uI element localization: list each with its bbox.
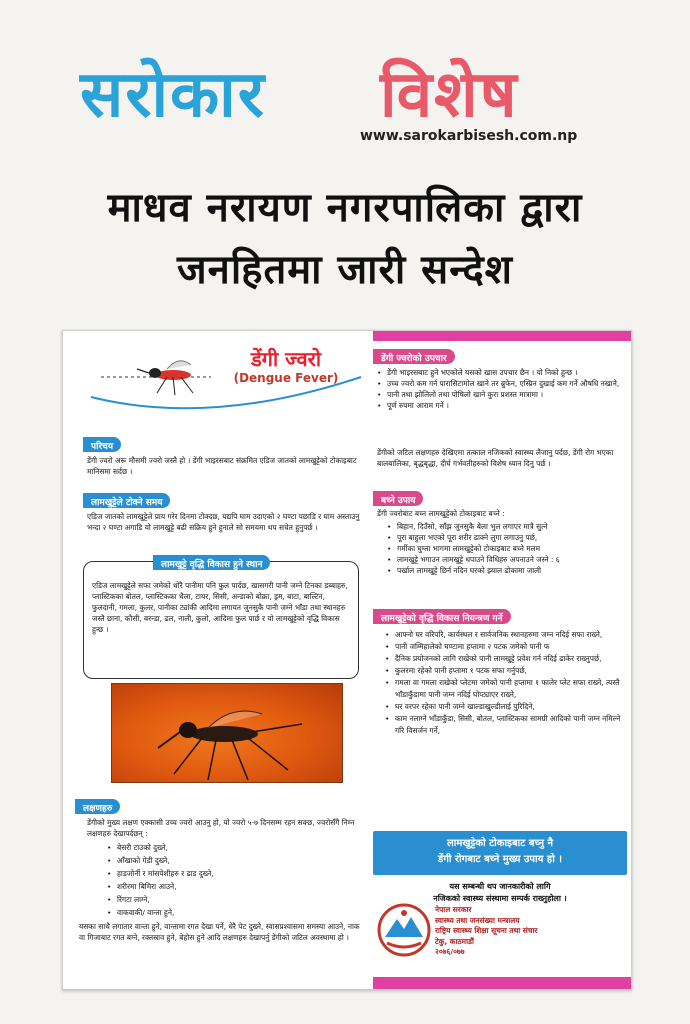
brand-name-left: सरोकार [80,58,266,132]
control-item: • घर वरपर रहेका पानी जम्ने खाल्डाखुल्डीलाई पुरिदिने, [385,701,627,713]
mosquito-photo-icon [112,684,344,784]
symptom-item: • वाकवाकी/ वान्ता हुने, [107,906,357,919]
control-item: • पानी जम्मिहालेको घण्टामा हप्तामा २ पटक जमेको पानी फ [385,641,627,653]
prevention-list [387,521,627,576]
mosquito-icon [101,355,221,395]
symptom-item: • आँखाको गेडी दुख्ने, [107,854,357,867]
symptom-item: • हाड़जोर्नी र मांसपेशीहरु र ढाड दुख्ने, [107,867,357,880]
poster-subtitle: (Dengue Fever) [233,371,339,385]
control-item: • आफ्नो घर वरिपरि, कार्यस्थल र सार्वजनिक स्थानहरुमा जम्न नदिई सफा राख्ने, [385,629,627,641]
authority-line-5: २०७६/०७७ [435,947,465,956]
breeding-text: एडिज लामखुट्टेले सफा जमेको थोरै पानीमा पनि फुल पार्दछ, खासगरी पानी जम्ने टिनका डब्बाहरु, प्लास्टिकका बोतल, प्लास्टिकका थैला, टायर, सिसी, अन्डाको बोक्रा, ड्रम, बाटा, बाल्टिन, फुलदानी, गमला, कुलर, पानीका ट्यांकी आदिमा लगायत जुनसुकै पानी जम्ने भाँडा तथा स्थानहरु जस्तै छाना, कौसी, बरन्डा, ढल, नाली, कुलो, आदिमा फुल पार्छ र यो लामखुट्टेको वृद्धि विकास हुन्छ । [92,581,348,634]
symptom-item: • रिंगटा लाग्ने, [107,893,357,906]
treatment-item: • पानी तथा झोलिलो तथा पोषिलो खाने कुरा प्रशस्त मात्रामा । [377,389,625,400]
symptom-item: • शरीरमा बिमिरा आउने, [107,880,357,893]
prevention-item: • पूरा बाहुला भएको पूरा शरीर ढाक्ने लुगा लगाउनु पर्छ, [387,532,627,543]
authority-line-4: टेकु, काठमाडौं [435,936,474,946]
contact-note-line-2: नजिकको स्वास्थ्य संस्थामा सम्पर्क राख्नुहोला । [433,894,567,903]
headline-line-2: जनहितमा जारी सन्देश [176,247,513,293]
masthead [80,48,620,144]
prevention-intro: डेंगी ज्वरोबाट बच्न लामखुट्टेको टोकाइबाट बच्ने : [377,509,505,518]
headline-line-1: माधव नरायण नगरपालिका द्वारा [107,185,583,231]
authority-line-2: स्वास्थ्य तथा जनसंख्या मन्त्रालय [435,915,520,925]
control-item: • गमला वा गमला राखेको प्लेटमा जमेको पानी हप्तामा १ फालेर प्लेट सफा राख्ने, त्यस्तै भाँडाकुँडामा पानी जम्न नदिई घोप्ट्याएर राख्ने, [385,677,627,701]
control-item: • कुलरमा रहेको पानी हप्तामा १ पटक सफा गर्नुपर्छ, [385,665,627,677]
control-item: • दैनिक प्रयोजनको लागि राखेको पानी लामखुट्टे प्रवेश गर्न नदिई ढाकेर राख्नुपर्छ, [385,653,627,665]
symptoms-heading: लक्षणहरु [75,799,120,814]
control-item: • काम नलाग्ने भाँडाकुँडा, सिसी, बोतल, प्लास्टिकका सामग्री आदिको पानी जम्न नमिल्ने गरि विसर्जन गर्ने, [385,713,627,737]
issuing-authority [435,905,625,958]
poster-title: डेंगी ज्वरो [250,347,322,371]
treatment-item: • डेंगी भाइरसबाट हुने भएकोले यसको खास उपचार छैन । यो निको हुन्छ । [377,367,625,378]
treatment-list [377,367,625,411]
brand-name-right: विशेष [380,58,519,132]
symptom-item: • बेसरी टाउको दुख्ने, [107,841,357,854]
symptoms-outro: यसका साथै लगातार वान्ता हुने, वान्तामा रगत देखा पर्ने, धेरै पेट दुख्ने, स्वासप्रश्वासमा समस्या आउने, नाक वा गिजाबाट रगत बग्ने, रक्तस्राव हुने, बेहोस हुने आदि लक्षणहरु देखापर्नु डेंगीको जटिल अवस्थामा हो । [79,922,360,942]
prevention-item: • पर्खाल लामखुट्टे छिर्न नदिन घरको झ्याल ढोकामा जाली [387,565,627,576]
symptoms-list [107,841,357,919]
right-column [373,345,627,975]
intro-heading: परिचय [83,437,121,452]
bite-time-heading: लामखुट्टेले टोक्ने समय [83,493,170,508]
treatment-item: • उच्च ज्वरो कम गर्न पारासिटामोल खाने तर ब्रुफेन, एस्प्रिन दुखाई कम गर्ने औषधि नखाने, [377,378,625,389]
treatment-heading: डेंगी ज्वरोको उपचार [373,349,455,364]
mosquito-photo [111,683,343,783]
top-accent-bar [373,331,632,341]
authority-line-1: नेपाल सरकार [435,905,472,914]
key-message-banner [373,831,627,875]
bite-time-text: एडिज जातको लामखुट्टेले प्राय गरेर दिनमा टोक्दछ, यद्यपि घाम उदाएको २ घण्टा पछाडि र घाम अस्ताउनु भन्दा २ घण्टा अगाडि यो लामखुट्टे बढी सक्रिय हुने हुनाले सो समयमा थप सचेत हुनुपर्छ । [87,512,360,532]
control-list [385,629,627,737]
contact-note [373,881,627,905]
treatment-note: डेंगीको जटिल लक्षणहरु देखिएमा तत्काल नजिकको स्वास्थ्य लैजानु पर्दछ, डेंगी रोग भएका बालबालिका, बृद्धबृद्धा, दीर्घ गर्भवतीहरुको विशेष ध्यान दिनु पर्छ । [377,448,614,468]
control-heading: लामखुट्टेको वृद्धि विकास नियन्त्रण गर्ने [373,609,511,624]
prevention-item: • गर्मीका घुम्ता भागमा लामखुट्टेको टोकाइबाट बच्ने मलम [387,543,627,554]
symptoms-intro: डेंगीको मुख्य लक्षण एक्कासी उच्च ज्वरो आउनु हो, यो ज्वरो ५-७ दिनसम्म रहन सक्छ, ज्वरोसँगै निम्न लक्षणहरु देखापर्दछन् : [87,818,355,838]
prevention-heading: बच्ने उपाय [373,491,423,506]
breeding-box [83,561,359,679]
government-emblem-icon [377,903,431,957]
intro-text: डेंगी ज्वरो अरू मौसमी ज्वरो जस्तै हो । डेंगी भाइरसबाट संक्रमित एडिज जातको लामखुट्टेको टोकाइबाट मानिसमा सर्दछ । [87,456,357,476]
left-column [71,337,367,987]
brand-url: www.sarokarbisesh.com.np [360,128,578,144]
bottom-accent-bar [373,977,632,989]
prevention-item: • लामखुट्टे भगाउन लामखुट्टे धपाउने विधिहरु अपनाउने जस्ने : ६ [387,554,627,565]
banner-line-2: डेंगी रोगबाट बच्ने मुख्य उपाय हो । [437,854,563,865]
authority-line-3: राष्ट्रिय स्वास्थ्य शिक्षा सूचना तथा संचार [435,926,538,935]
prevention-item: • बिहान, दिउँसो, साँझ जुनसुकै बेला भुल लगाएर मात्रै सुत्ने [387,521,627,532]
banner-line-1: लामखुट्टेको टोकाइबाट बच्नु नै [446,838,554,849]
contact-note-line-1: यस सम्बन्धी थप जानकारीको लागि [449,882,551,891]
dengue-poster [62,330,632,990]
treatment-item: • पूर्ण रुपमा आराम गर्ने । [377,400,625,411]
breeding-heading: लामखुट्टे वृद्धि विकास हुने स्थान [153,555,270,570]
